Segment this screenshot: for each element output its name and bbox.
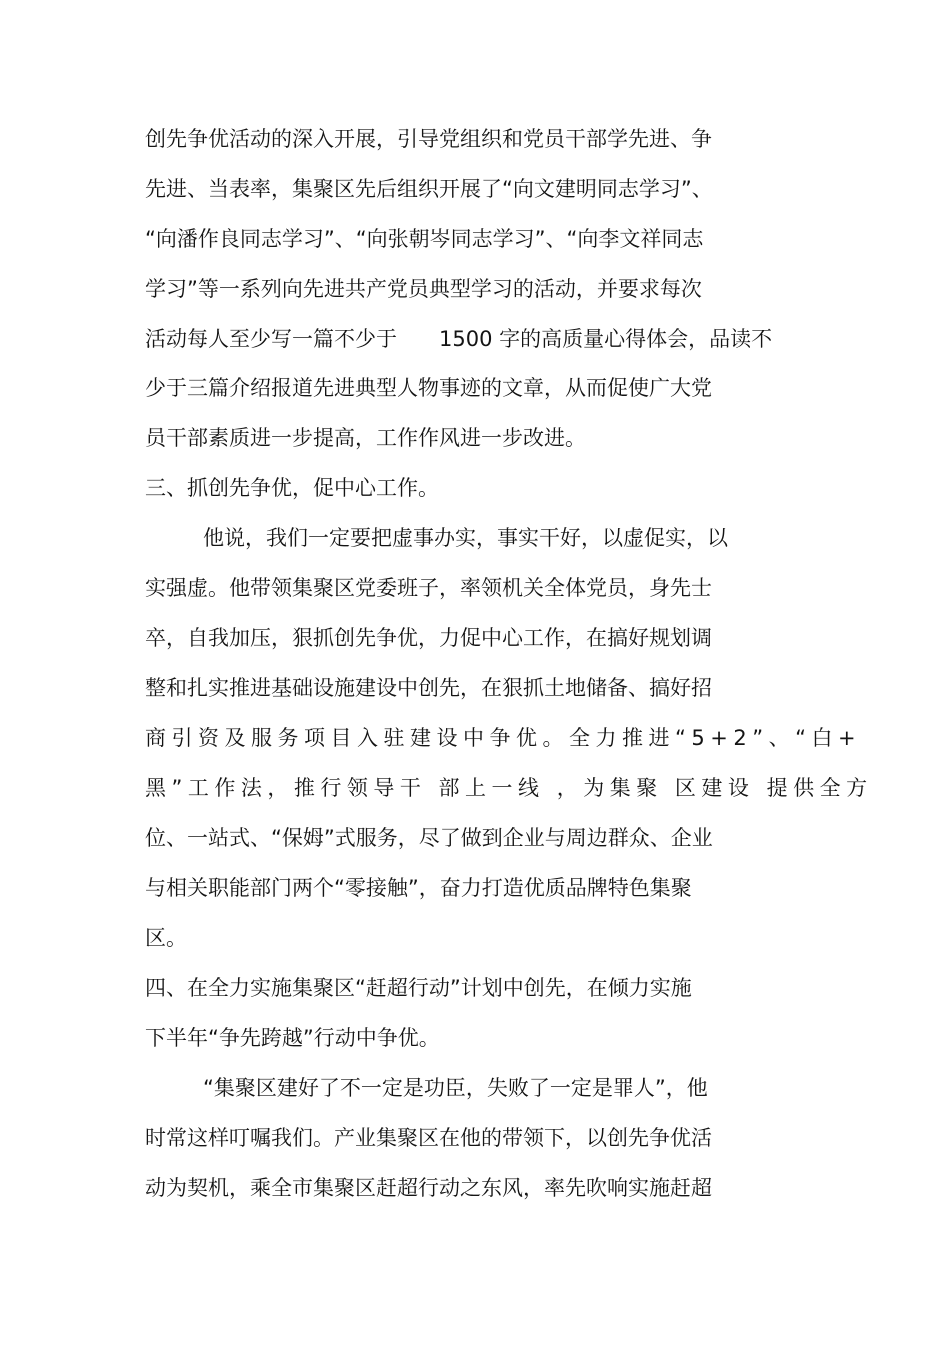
text-line: 少于三篇介绍报道先进典型人物事迹的文章，从而促使广大党 (145, 376, 712, 400)
text-line: 创先争优活动的深入开展，引导党组织和党员干部学先进、争 (145, 127, 712, 151)
text-line: 动为契机，乘全市集聚区赶超行动之东风，率先吹响实施赶超 (145, 1176, 712, 1200)
text-line: 活动每人至少写一篇不少于 1500 字的高质量心得体会，品读不 (145, 327, 773, 351)
text-line: 先进、当表率，集聚区先后组织开展了“向文建明同志学习”、 (145, 177, 713, 201)
text-line: “向潘作良同志学习”、“向张朝岑同志学习”、“向李文祥同志 (145, 227, 704, 251)
text-line: 时常这样叮嘱我们。产业集聚区在他的带领下，以创先争优活 (145, 1126, 712, 1150)
text-line: 位、一站式、“保姆”式服务，尽了做到企业与周边群众、企业 (145, 826, 713, 850)
text-line: 黑”工作法，推行领导干 部上一线 ，为集聚 区建设 提供全方 (145, 776, 873, 800)
text-line: 整和扎实推进基础设施建设中创先，在狠抓土地储备、搞好招 (145, 676, 712, 700)
text-line: “集聚区建好了不一定是功臣，失败了一定是罪人”，他 (203, 1076, 708, 1100)
text-line: 与相关职能部门两个“零接触”，奋力打造优质品牌特色集聚 (145, 876, 692, 900)
section-heading: 三、抓创先争优，促中心工作。 (145, 476, 439, 500)
text-line: 卒，自我加压，狠抓创先争优，力促中心工作，在搞好规划调 (145, 626, 712, 650)
section-heading: 下半年“争先跨越”行动中争优。 (145, 1026, 440, 1050)
section-heading: 四、在全力实施集聚区“赶超行动”计划中创先，在倾力实施 (145, 976, 692, 1000)
text-line: 商引资及服务项目入驻建设中争优。全力推进“5+2”、“白+ (145, 726, 862, 750)
text-line: 学习”等一系列向先进共产党员典型学习的活动，并要求每次 (145, 277, 702, 301)
text-line: 实强虚。他带领集聚区党委班子，率领机关全体党员，身先士 (145, 576, 712, 600)
text-line: 员干部素质进一步提高，工作作风进一步改进。 (145, 426, 586, 450)
text-line: 区。 (145, 926, 187, 950)
text-line: 他说，我们一定要把虚事办实，事实干好，以虚促实，以 (203, 526, 728, 550)
